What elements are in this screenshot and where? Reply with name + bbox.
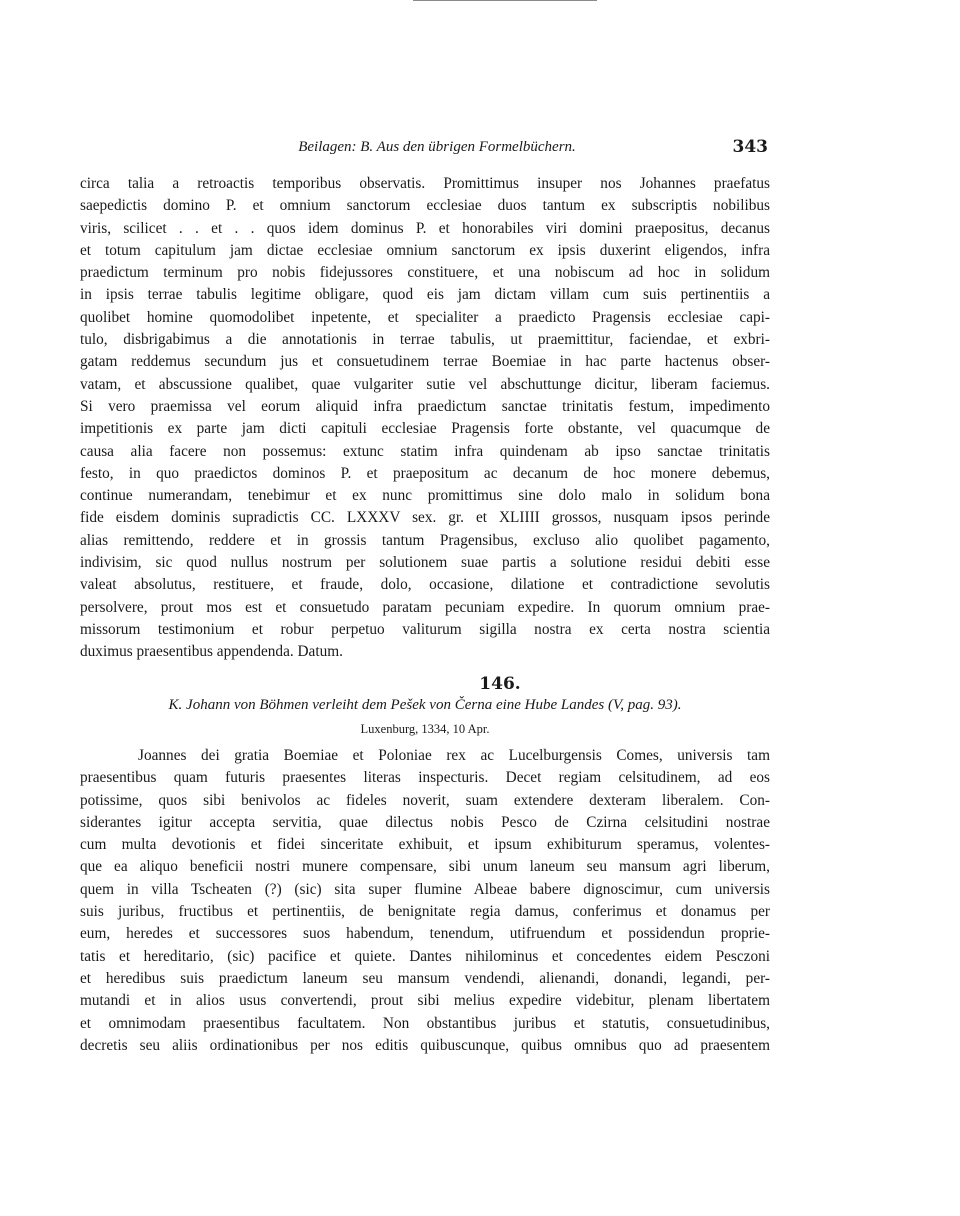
text-line: et omnimodam praesentibus facultatem. Non obstantibus juribus et statutis, consuetudinibus, [80, 1014, 770, 1032]
text-line: et heredibus suis praedictum laneum seu mansum vendendi, alienandi, donandi, legandi, per- [80, 969, 770, 987]
text-line: siderantes igitur accepta servitia, quae dilectus nobis Pesco de Czirna celsitudini nostrae [80, 813, 770, 831]
text-line: missorum testimonium et robur perpetuo valiturum sigilla nostra ex certa nostra scientia [80, 620, 770, 638]
text-line: quolibet homine quomodolibet inpetente, et specialiter a praedicto Pragensis ecclesiae capi- [80, 308, 770, 326]
text-line: duximus praesentibus appendenda. Datum. [80, 643, 343, 661]
text-line: vatam, et abscussione qualibet, quae vulgariter sutie vel abschuttunge dicitur, liberam faciemus. [80, 375, 770, 393]
top-rule [413, 0, 597, 1]
page-header [80, 139, 770, 163]
text-line: decretis seu aliis ordinationibus per nos editis quibuscunque, quibus omnibus quo ad praesentem [80, 1036, 770, 1054]
section-continued-text [80, 173, 770, 664]
text-line: fide eisdem dominis supradictis CC. LXXXV sex. gr. et XLIIII grossos, nusquam ipsos perinde [80, 509, 770, 527]
text-line: causa alia facere non possemus: extunc statim infra quindenam ab ipso sanctae trinitatis [80, 442, 770, 460]
text-line: persolvere, prout mos est et consuetudo paratam pecuniam expedire. In quorum omnium prae- [80, 598, 770, 616]
text-line: et totum capitulum jam dictae ecclesiae omnium sanctorum ex ipsis duxerint eligendos, infra [80, 241, 770, 259]
text-line: continue numerandam, tenebimur et ex nunc promittimus sine dolo malo in solidum bona [80, 487, 770, 505]
text-line: tulo, disbrigabimus a die annotationis in terrae tabulis, ut praemittitur, faciendae, et exbri- [80, 331, 770, 349]
text-line: Joannes dei gratia Boemiae et Poloniae rex ac Lucelburgensis Comes, universis tam [138, 747, 770, 764]
text-line: eum, heredes et successores suos habendum, tenendum, utifruendum et possidendun proprie- [80, 925, 770, 943]
text-line: que ea aliquo beneficii nostri munere compensare, sibi unum laneum seu mansum agri liberum, [80, 858, 770, 876]
text-line: impetitionis ex parte jam dicti capituli ecclesiae Pragensis forte obstante, vel quacumque de [80, 420, 770, 438]
text-line: suis juribus, fructibus et pertinentiis, de benignitate regia damus, conferimus et donamus per [80, 903, 770, 921]
text-line: gatam reddemus secundum jus et consuetudinem terrae Boemiae in hac parte hactenus obser- [80, 353, 770, 371]
text-line: festo, in quo praedictos dominos P. et praepositum ac decanum de hoc monere debemus, [80, 464, 770, 482]
text-line: viris, scilicet . . et . . quos idem dominus P. et honorabiles viri domini praepositus, decanus [80, 219, 770, 237]
section-charter-text [80, 745, 770, 1057]
document-dateline: Luxenburg, 1334, 10 Apr. [360, 722, 490, 736]
text-line: alias remittendo, reddere et in grossis tantum Pragensibus, excluso alio quolibet pagamento, [80, 531, 770, 549]
document-number: 146. [479, 674, 521, 694]
running-title: Beilagen: B. Aus den übrigen Formelbüchern. [298, 139, 576, 155]
text-line: quem in villa Tscheaten (?) (sic) sita super flumine Albeae babere dignoscimur, cum universis [80, 880, 770, 898]
text-line: praedictum terminum pro nobis fidejussores constituere, et una nobiscum ad hoc in solidum [80, 264, 770, 282]
document-regest: K. Johann von Böhmen verleiht dem Pešek von Černa eine Hube Landes (V, pag. 93). [168, 697, 682, 713]
page-number: 343 [732, 137, 768, 157]
text-line: Si vero praemissa vel eorum aliquid infra praedictum sanctae trinitatis festum, impedimento [80, 397, 770, 415]
text-line: praesentibus quam futuris praesentes literas inspecturis. Decet regiam celsitudinem, ad eos [80, 769, 770, 787]
text-line: indivisim, sic quod nullus nostrum per solutionem suae partis a solutione residui debiti esse [80, 554, 770, 572]
text-line: circa talia a retroactis temporibus observatis. Promittimus insuper nos Johannes praefatus [80, 175, 770, 192]
text-line: potissime, quos sibi benivolos ac fideles noverit, suam extendere dexteram liberalem. Con- [80, 791, 770, 809]
text-line: tatis et hereditario, (sic) pacifice et quiete. Dantes nihilominus et concedentes eidem Pesczoni [80, 947, 770, 965]
text-line: in ipsis terrae tabulis legitime obligare, quod eis jam dictam villam cum suis pertinentiis a [80, 286, 770, 304]
text-line: cum multa devotionis et fidei sinceritate exhibuit, et ipsum exhibiturum speramus, volentes- [80, 836, 770, 854]
text-line: mutandi et in alios usus convertendi, prout sibi melius expedire videbitur, plenam libertatem [80, 992, 770, 1010]
text-line: saepedictis domino P. et omnium sanctorum ecclesiae duos tantum ex subscriptis nobilibus [80, 197, 770, 215]
text-line: valeat absolutus, restituere, et fraude, dolo, occasione, dilatione et contradictione sevolutis [80, 576, 770, 594]
